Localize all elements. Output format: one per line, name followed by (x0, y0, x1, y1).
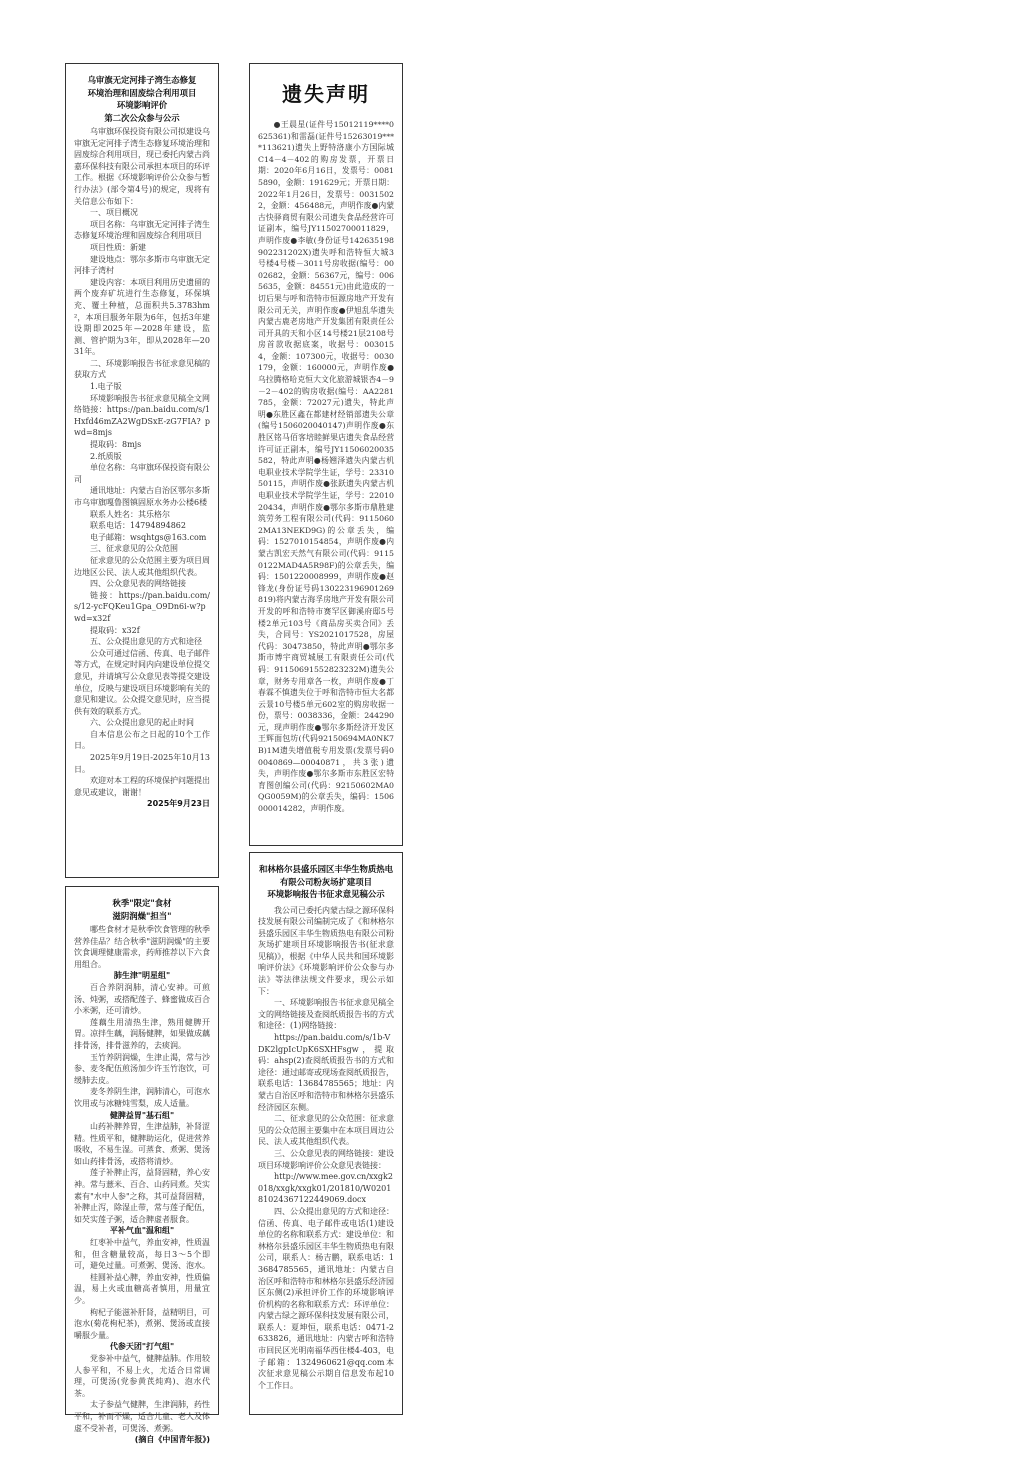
paragraph: 山药补脾养胃，生津益肺，补肾涩精。性质平和，健脾助运化，促进营养吸收，不易生湿。可蒸食、煮粥、煲汤如山药排骨汤，或搭将清炒。 (74, 1122, 210, 1166)
title-line: 第二次公众参与公示 (104, 112, 180, 123)
paragraph: 党参补中益气，健脾益肺。作用较人参平和，不易上火，尤适合日常调理，可煲汤(党参黄芪炖鸡)、泡水代茶。 (74, 1353, 210, 1398)
paragraph: 建设地点：鄂尔多斯市乌审旗无定河排子湾村 (74, 254, 210, 276)
paragraph: 三、征求意见的公众范围 (90, 544, 178, 554)
paragraph: 哪些食材才是秋季饮食管理的秋季营养佳品？结合秋季"滋阴润燥"的主要饮食调理健康需求，药师推荐以下六食用组合。 (74, 925, 210, 969)
paragraph: 项目性质：新建 (90, 242, 146, 252)
title-line: 环境治理和固废综合利用项目 (87, 87, 197, 98)
paragraph: 莲子补脾止泻，益肾固精，养心安神。常与薏米、百合、山药同煮。芡实素有"水中人参"之称，其可益肾固精，补脾止泻，除湿止带，常与莲子配伍，如芡实莲子粥，适合脾虚者服食。 (74, 1168, 210, 1224)
paragraph: 欢迎对本工程的环境保护问题提出意见或建议，谢谢！ (74, 776, 210, 797)
paragraph: 枸杞子能滋补肝肾，益精明目，可泡水(菊花枸杞茶)，煮粥、煲汤或直接嚼服少量。 (74, 1307, 210, 1340)
article-body (74, 924, 210, 1446)
paragraph: 提取码：8mjs (90, 440, 142, 450)
paragraph: 环境影响报告书征求意见稿全文网络链接：https://pan.baidu.com/s/1Hxfd46mZA2WgDSxE-zG7FIA? pwd=8mjs (74, 393, 210, 438)
paragraph: 建设内容：本项目利用历史遗留的两个废弃矿坑进行生态修复，环保填充、覆土种植，总面积共5.3783hm²，本项目服务年限为6年，包括3年建设期即2025年—2028年建设，监测、管护期为3年，即从2028年—2031年。 (74, 277, 210, 357)
article-title (74, 897, 210, 922)
article-autumn-foods (65, 886, 219, 1445)
paragraph: 乌审旗环保投资有限公司拟建设乌审旗无定河排子湾生态修复环境治理和固废综合利用项目，现已委托内蒙古尚嘉环保科技有限公司承担本项目的环评工作。根据《环境影响评价公众参与暂行办法》(部令第4号)的规定，现将有关信息公布如下： (74, 127, 210, 206)
notice-title (258, 863, 394, 901)
paragraph: 四、公众意见表的网络链接 (90, 579, 186, 589)
title-line: 有限公司粉灰场扩建项目 (279, 876, 373, 887)
paragraph: 2025年9月19日-2025年10月13日。 (74, 753, 210, 774)
notice-body (74, 126, 210, 810)
paragraph: 一、环境影响报告书征求意见稿全文的网络链接及查阅纸质报告书的方式和途径：(1)网络链接： (258, 998, 394, 1031)
section-heading: 平补气血"温和组" (109, 1226, 175, 1236)
paragraph: 百合养阴润肺，清心安神。可煎汤、炖粥，或搭配莲子、蜂蜜做成百合小米粥，还可清炒。 (74, 982, 210, 1016)
notice-lost-declarations (249, 63, 403, 846)
paragraph: 单位名称：乌审旗环保投资有限公司 (74, 463, 210, 484)
notice-eia-helinger (249, 852, 403, 1415)
notice-title: 遗失声明 (282, 82, 370, 106)
paragraph: 征求意见的公众范围主要为项目周边地区公民、法人或其他组织代表。 (74, 555, 210, 577)
paragraph: 二、征求意见的公众范围：征求意见的公众范围主要集中在本项目周边公民、法人或其他组织代表。 (258, 1114, 394, 1147)
paragraph: https://pan.baidu.com/s/1b-VDK2lgpIcUpK6SXHFsgw，提取码：ahsp(2)查阅纸质报告书的方式和途径：通过邮寄或现场查阅纸质报告，联系电话：13684785565；地址：内蒙古自治区呼和浩特市和林格尔县盛乐经济园区东侧。 (258, 1033, 394, 1112)
paragraph: 五、公众提出意见的方式和途径 (90, 637, 202, 647)
paragraph: 四、公众提出意见的方式和途径：信函、传真、电子邮件或电话(1)建设单位的名称和联系方式：建设单位：和林格尔县盛乐园区丰华生物质热电有限公司，联系人：杨吉鹏，联系电话：13684785565，通讯地址：内蒙古自治区呼和浩特市和林格尔县盛乐经济园区东侧(2)承担评价工作的环境影响评价机构的名称和联系方式：环评单位：内蒙古绿之源环保科技发展有限公司，联系人：夏坤恒，联系电话：0471-2633826，通讯地址：内蒙古呼和浩特市回民区光明南福华西住楼4-403，电子邮箱：1324960621@qq.com本次征求意见稿公示期自信息发布起10个工作日。 (258, 1206, 394, 1390)
paragraph: 玉竹养阴润燥，生津止渴，常与沙参、麦冬配伍煎汤加少许玉竹泡饮，可缓肺去皮。 (74, 1052, 210, 1085)
title-line: 乌审旗无定河排子湾生态修复 (87, 75, 197, 85)
signature-line: 2025年9月23日 (147, 799, 210, 809)
paragraph: 2.纸质版 (90, 451, 122, 461)
paragraph: 公众可通过信函、传真、电子邮件等方式，在规定时间内向建设单位提交意见，并请填写公众意见表等提交建设单位，反映与建设项目环境影响有关的意见和建议。公众提交意见时，应当提供有效的联系方式。 (74, 648, 210, 716)
paragraph: 通讯地址：内蒙古自治区鄂尔多斯市乌审旗嘎鲁图镇固原水务办公楼6楼 (74, 486, 210, 507)
paragraph: 二、环境影响报告书征求意见稿的获取方式 (74, 358, 210, 380)
paragraph: 桂圆补益心脾，养血安神，性质偏温，易上火或血糖高者慎用，用量宜少。 (74, 1272, 210, 1305)
paragraph: 联系电话：14794894862 (90, 521, 186, 531)
paragraph: 链接：https://pan.baidu.com/s/12-ycFQKeu1Gpa_O9Dn6i-w?pwd=x32f (74, 590, 210, 623)
paragraph: 1.电子版 (90, 382, 122, 392)
paragraph: 一、项目概况 (90, 208, 138, 218)
title-line: 和林格尔县盛乐园区丰华生物质热电 (259, 864, 393, 874)
paragraph: 三、公众意见表的网络链接：建设项目环境影响评价公众意见表链接： (258, 1148, 394, 1170)
paragraph: 联系人姓名：其乐格尔 (90, 509, 170, 519)
notice-eia-paizi-bay (65, 63, 219, 878)
paragraph: 项目名称：乌审旗无定河排子湾生态修复环境治理和固废综合利用项目 (74, 219, 210, 241)
paragraph: 麦冬养阴生津，润肺清心，可泡水饮用或与冰糖炖雪梨，成人适量。 (74, 1087, 210, 1108)
section-heading: 健脾益胃"基石组" (109, 1110, 175, 1120)
notice-body (258, 119, 394, 815)
paragraph: 电子邮箱：wsqhtgs@163.com (90, 532, 207, 542)
title-line: 滋阴润燥"担当" (112, 910, 172, 921)
signature-line: (摘自《中国青年报》) (134, 1435, 210, 1445)
title-line: 环境影响评价 (116, 100, 168, 110)
section-heading: 代参天团"打气组" (109, 1342, 175, 1352)
paragraph: 六、公众提出意见的起止时间 (90, 718, 194, 728)
title-line: 秋季"限定"食材 (112, 898, 172, 908)
notice-text: ●王晨星(证件号15012119****0625361)和雷磊(证件号15263019****113621)遗失上野特洛康小方国际城C14－4－402的购房发票，开票日期：2020年6月16日，发票号：00815890，金额：191629元；开票日期：2022年1月26日，发票号：00315022，金额：456488元，声明作废●内蒙古快驿商贸有限公司遗失食品经营许可证副本，编号JY11502700011829，声明作废●李敏(身份证号142635198902231202X)遗失呼和浩特恒大城3号楼4号楼－3011号房收据(编号：0002682，金额：56367元，编号：0065635，金额：84551元)由此造成的一切后果与呼和浩特市恒源房地产开发有限公司无关，声明作废●伊旭乱华遗失内蒙古鹿老房地产开发集团有限责任公司开具的天和小区14号楼21层2108号房首款收据底案，收据号：0030154，金额：107300元，收据号：0030179，金额：160000元，声明作废●乌拉腾格哈克恒大文化旅游城银杏4－9－2－402的购房收据(编号：AA2281785，金额：72027元)遗失，特此声明●东胜区鑫在都建材经销部遗失公章(编号1506020040147)声明作废●东胜区铭马佰客培睦鲜果店遗失食品经营许可证正副本，编号JY11506020035582，特此声明●杨翘泽遗失内蒙古机电职业技术学院学生证，学号：2331050115，声明作废●张跃遗失内蒙古机电职业技术学院学生证，学号：2201020434，声明作废●鄂尔多斯市鼎胜建筑劳务工程有限公司(代码：91150602MA13NEKD9G)的公章丢失，编码：1527010154854，声明作废●内蒙古凯宏天然气有限公司(代码：91150122MAD4A5R98F)的公章丢失，编码：1501220008999，声明作废●赵锋龙(身份证号码130223196901269819)将内蒙古海孚房地产开发有限公司开发的呼和浩特市赛罕区御溪府邸5号楼2单元103号《商品房买卖合同》丢失，合同号：YS2021017528，房屋代码：30473850，特此声明●鄂尔多斯市博宇商贸城展工有限责任公司(代码：91150691552823232M)遗失公章，财务专用章各一枚，声明作废●丁春霖不慎遗失位于呼和浩特市恒大名都云景10号楼5单元602室的购房收据一份，票号：0038336，金额：244290元，现声明作废●鄂尔多斯经济开发区王辉面包坊(代码92150694MA0NK7B)1M遗失增值税专用发票(发票号码00040869—00040871，共3张)遗失，声明作废●鄂尔多斯市东胜区宏特育图创编公司(代码：92150602MA0QG0059M)的公章丢失，编码：1506000014282，声明作废。 (258, 120, 394, 814)
section-heading: 肺生津"明星组" (113, 971, 171, 981)
paragraph: 提取码：x32f (90, 625, 140, 635)
notice-body (258, 905, 394, 1392)
paragraph: 我公司已委托内蒙古绿之源环保科技发展有限公司编制完成了《和林格尔县盛乐园区丰华生物质热电有限公司粉灰场扩建项目环境影响报告书(征求意见稿)》，根据《中华人民共和国环境影响评价法》《环境影响评价公众参与办法》等法律法规文件要求，现公示如下： (258, 905, 394, 996)
paragraph: http://www.mee.gov.cn/xxgk2018/xxgk/xxgk01/201810/W020181024367122449069.docx (258, 1172, 393, 1205)
notice-title (74, 74, 210, 124)
title-line: 环境影响报告书征求意见稿公示 (267, 889, 385, 899)
paragraph: 莲藕生用清热生津，熟用健脾开胃。凉拌生藕，润肠健脾，如果做成藕排骨汤，排骨滋养的，去痰润。 (74, 1017, 210, 1050)
paragraph: 太子参益气健脾，生津润肺，药性平和，补而不燥，适合儿童、老人及体虚不受补者，可煲汤、煮粥。 (74, 1400, 210, 1433)
paragraph: 自本信息公布之日起的10个工作日。 (74, 729, 210, 751)
paragraph: 红枣补中益气，养血安神，性质温和，但含糖量较高，每日3～5个即可，避免过量。可煮粥、煲汤、泡水。 (74, 1238, 210, 1271)
